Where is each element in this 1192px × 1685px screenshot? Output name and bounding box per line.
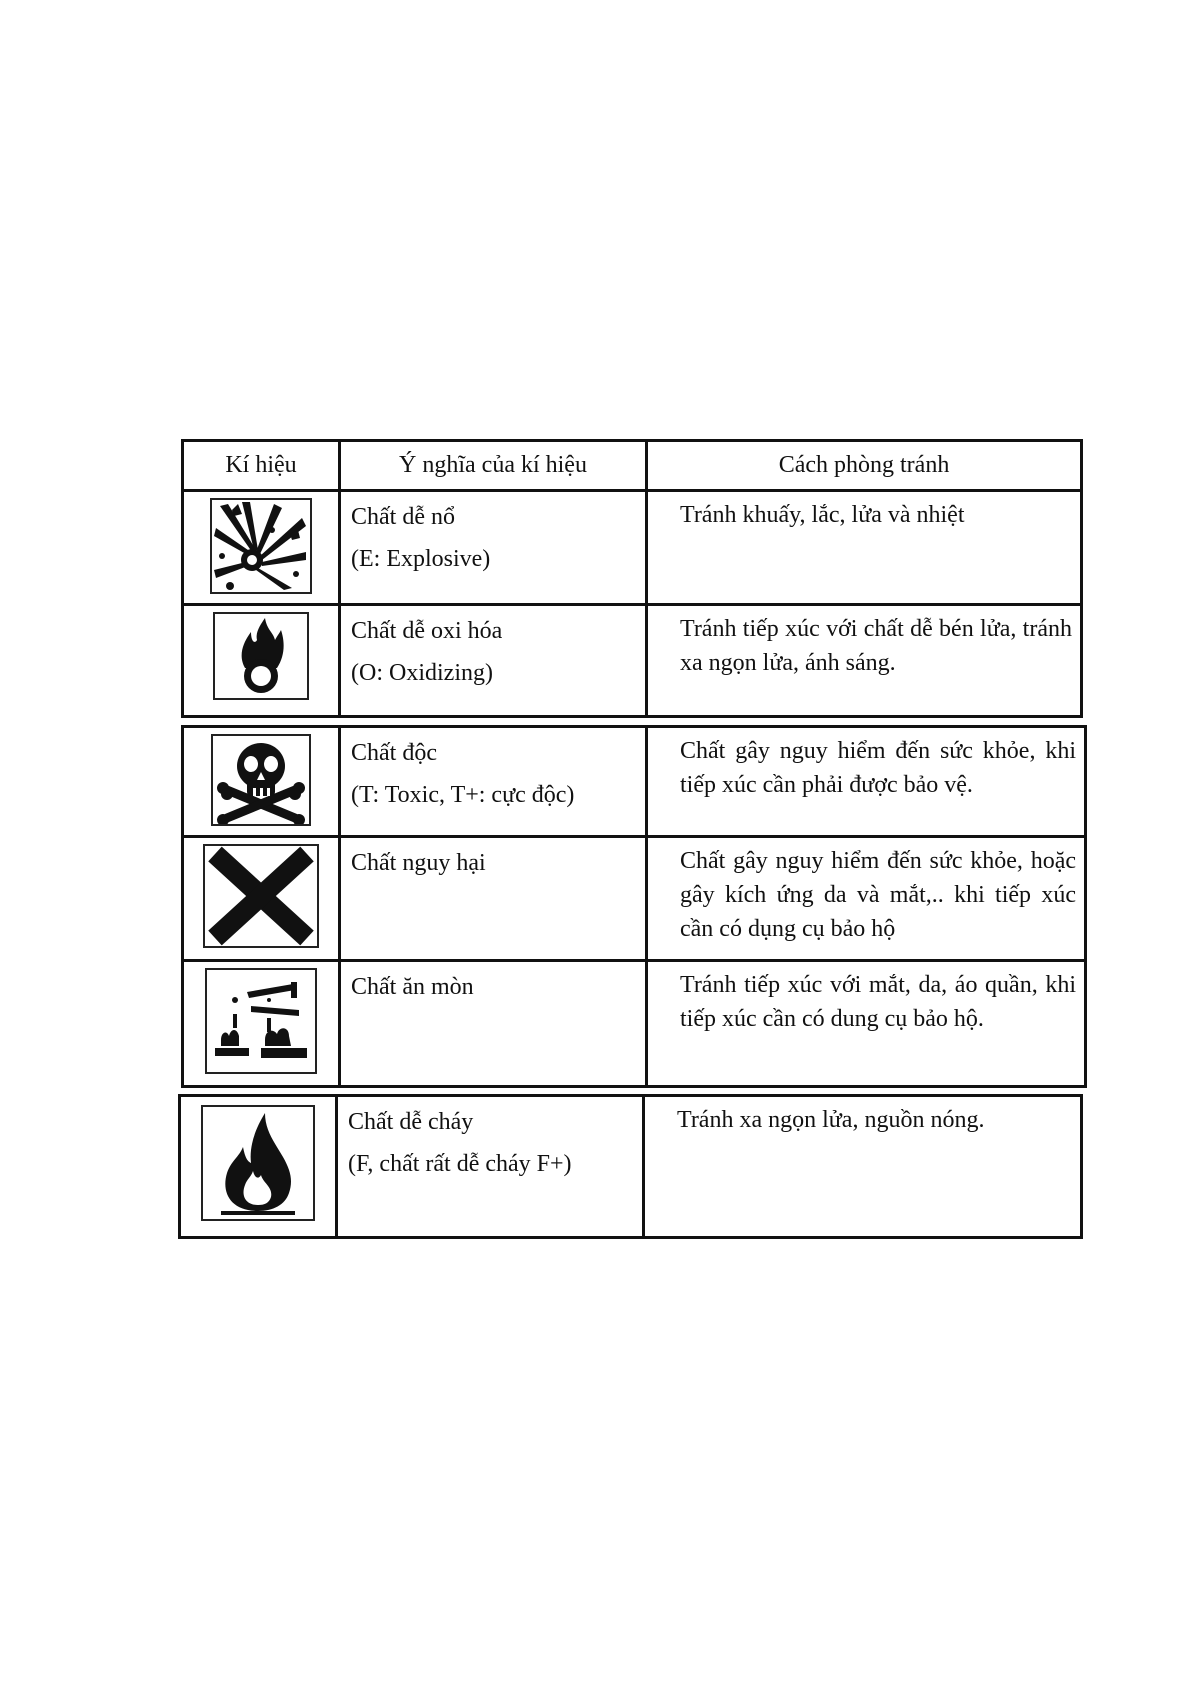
flammable-flame-icon <box>201 1105 315 1221</box>
table-row <box>183 837 1086 961</box>
prevention-text: Tránh xa ngọn lửa, nguồn nóng. <box>644 1096 1082 1238</box>
hazard-table-part-3 <box>178 1094 1083 1239</box>
table-row <box>183 605 1082 717</box>
table-row <box>183 727 1086 837</box>
oxidizing-icon <box>213 612 309 700</box>
table-row <box>180 1096 1082 1238</box>
meaning-title: Chất dễ nổ <box>351 504 455 530</box>
header-meaning: Ý nghĩa của kí hiệu <box>340 441 647 491</box>
toxic-skull-icon <box>211 734 311 826</box>
prevention-text: Tránh tiếp xúc với mắt, da, áo quần, khi tiếp xúc cần có dung cụ bảo hộ. <box>647 961 1086 1087</box>
harmful-x-icon <box>203 844 319 948</box>
meaning-title: Chất dễ cháy <box>348 1109 474 1135</box>
header-prevention: Cách phòng tránh <box>647 441 1082 491</box>
meaning-title: Chất nguy hại <box>351 850 486 876</box>
meaning-subtitle: (T: Toxic, T+: cực độc) <box>351 782 575 808</box>
prevention-text: Tránh tiếp xúc với chất dễ bén lửa, tránh xa ngọn lửa, ánh sáng. <box>647 605 1082 717</box>
prevention-text: Chất gây nguy hiểm đến sức khỏe, hoặc gây kích ứng da và mắt,.. khi tiếp xúc cần có dụng cụ bảo hộ <box>647 837 1086 961</box>
prevention-text: Tránh khuấy, lắc, lửa và nhiệt <box>647 491 1082 605</box>
hazard-table-part-1 <box>181 439 1083 718</box>
header-symbol: Kí hiệu <box>183 441 340 491</box>
table-row <box>183 491 1082 605</box>
meaning-title: Chất độc <box>351 740 437 766</box>
meaning-subtitle: (E: Explosive) <box>351 546 491 572</box>
prevention-text: Chất gây nguy hiểm đến sức khỏe, khi tiếp xúc cần phải được bảo vệ. <box>647 727 1086 837</box>
table-header-row <box>183 441 1082 491</box>
meaning-title: Chất ăn mòn <box>351 974 474 1000</box>
explosive-icon <box>210 498 312 594</box>
meaning-title: Chất dễ oxi hóa <box>351 618 503 644</box>
hazard-table-part-2 <box>181 725 1087 1088</box>
table-row <box>183 961 1086 1087</box>
meaning-subtitle: (F, chất rất dễ cháy F+) <box>348 1151 572 1177</box>
meaning-subtitle: (O: Oxidizing) <box>351 660 493 686</box>
corrosive-icon <box>205 968 317 1074</box>
